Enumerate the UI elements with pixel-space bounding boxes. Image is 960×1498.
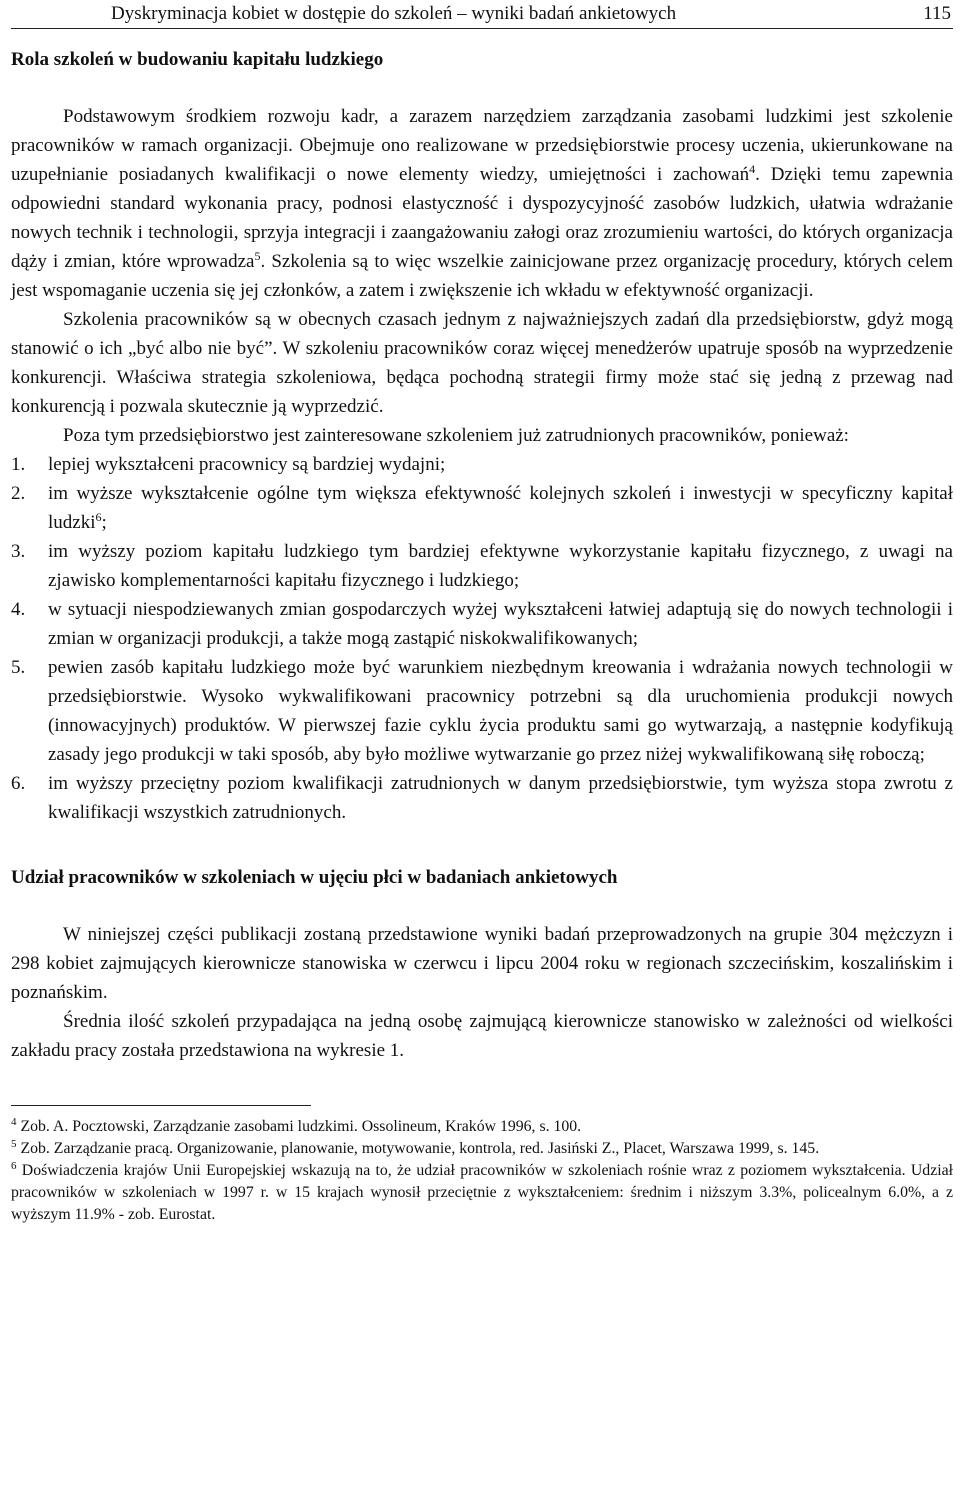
list-item (11, 537, 953, 595)
page-number: 115 (923, 3, 951, 24)
list-number: 5. (11, 657, 26, 678)
spacer (11, 892, 953, 920)
paragraph: Poza tym przedsiębiorstwo jest zainteresowane szkoleniem już zatrudnionych pracowników, ponieważ: (63, 425, 849, 446)
paragraph: Szkolenia pracowników są w obecnych czasach jednym z najważniejszych zadań dla przedsiębiorstw, gdyż mogą stanowić o ich „być albo nie być”. W szkoleniu pracowników coraz więcej menedżerów upatruje sposób na wyprzedzenie konkurencji. Właściwa strategia szkoleniowa, będąca pochodną strategii firmy może stać się jedną z przewag nad konkurencją i pozwala skutecznie ją wyprzedzić. (11, 309, 953, 417)
footnote-text: Zob. A. Pocztowski, Zarządzanie zasobami ludzkimi. Ossolineum, Kraków 1996, s. 100. (16, 1118, 582, 1135)
footnote-ref: 5 (254, 249, 261, 263)
spacer (11, 74, 953, 102)
footnote-text: Zob. Zarządzanie pracą. Organizowanie, planowanie, motywowanie, kontrola, red. Jasiński Z., Placet, Warszawa 1999, s. 145. (16, 1140, 820, 1157)
list-item-text: lepiej wykształceni pracownicy są bardziej wydajni; (48, 454, 446, 475)
footnote-mark: 5 (11, 1138, 17, 1150)
paragraph-text: . Szkolenia są to więc wszelkie zainicjowane przez organizację procedury, których celem jest wspomaganie uczenia się jej członków, a zatem i zwiększenie ich wkładu w efektywność organizacji. (11, 251, 953, 301)
footnote-ref: 4 (749, 162, 756, 176)
footnote (11, 1138, 953, 1160)
list-item-text: ; (101, 512, 107, 533)
paragraph: W niniejszej części publikacji zostaną przedstawione wyniki badań przeprowadzonych na grupie 304 mężczyzn i 298 kobiet zajmujących kierownicze stanowiska w czerwcu i lipcu 2004 roku w regionach szczecińskim, koszalińskim i poznańskim. (11, 924, 953, 1003)
paragraph-text: . Dzięki temu zapewnia odpowiedni standard wykonania pracy, podnosi elastyczność i dyspozycyjność zasobów ludzkich, ułatwia wdrażanie nowych technik i technologii, sprzyja integracji i zaangażowaniu załogi oraz zrozumieniu wartości, do których organizacja dąży i zmian, które wprowadza (11, 164, 954, 272)
list-item-text: im wyższy poziom kapitału ludzkiego tym bardziej efektywne wykorzystanie kapitału fizycznego, z uwagi na zjawisko komplementarności kapitału fizycznego i ludzkiego; (48, 541, 953, 591)
list-item-text: pewien zasób kapitału ludzkiego może być warunkiem niezbędnym kreowania i wdrażania nowych technologii w przedsiębiorstwie. Wysoko wykwalifikowani pracownicy potrzebni są dla uruchomienia produkcji nowych (innowacyjnych) produktów. W pierwszej fazie cyklu życia produktu sami go wytwarzają, a następnie kodyfikują zasady jego produkcji w taki sposób, aby było możliwe wytwarzanie go przez niżej wykwalifikowaną siłę roboczą; (48, 657, 953, 765)
footnote-ref: 6 (95, 510, 102, 524)
list-item (11, 450, 953, 479)
list-item (11, 769, 953, 827)
list-number: 1. (11, 454, 26, 475)
list-number: 6. (11, 773, 26, 794)
running-header-title: Dyskryminacja kobiet w dostępie do szkoleń – wyniki badań ankietowych (111, 3, 677, 24)
footnotes (11, 1116, 953, 1226)
running-header (11, 2, 953, 29)
list-item (11, 653, 953, 769)
paragraph (11, 102, 953, 305)
list-number: 4. (11, 599, 26, 620)
paragraph: Średnia ilość szkoleń przypadająca na jedną osobę zajmującą kierownicze stanowisko w zależności od wielkości zakładu pracy została przedstawiona na wykresie 1. (11, 1011, 953, 1061)
list-item-text: im wyższy przeciętny poziom kwalifikacji zatrudnionych w danym przedsiębiorstwie, tym wyższa stopa zwrotu z kwalifikacji wszystkich zatrudnionych. (48, 773, 953, 823)
section-heading-training-role: Rola szkoleń w budowaniu kapitału ludzkiego (11, 49, 384, 70)
footnote-mark: 6 (11, 1160, 17, 1172)
paragraph-text: Podstawowym środkiem rozwoju kadr, a zarazem narzędziem zarządzania zasobami ludzkimi jest szkolenie pracowników w ramach organizacji. Obejmuje ono realizowane w przedsiębiorstwie procesy uczenia, ukierunkowane na uzupełnianie posiadanych kwalifikacji o nowe elementy wiedzy, umiejętności i zachowań (11, 106, 953, 185)
footnote-divider (11, 1105, 311, 1106)
list-item (11, 479, 953, 537)
list-number: 2. (11, 483, 26, 504)
list-item (11, 595, 953, 653)
reasons-list (11, 450, 953, 827)
list-number: 3. (11, 541, 26, 562)
list-item-text: im wyższe wykształcenie ogólne tym większa efektywność kolejnych szkoleń i inwestycji w specyficzny kapitał ludzki (48, 483, 953, 533)
footnote-mark: 4 (11, 1116, 17, 1128)
footnote (11, 1116, 953, 1138)
document-page (11, 0, 953, 1226)
section-heading-participation-by-gender: Udział pracowników w szkoleniach w ujęciu płci w badaniach ankietowych (11, 867, 618, 888)
footnote-text: Doświadczenia krajów Unii Europejskiej wskazują na to, że udział pracowników w szkoleniach rośnie wraz z poziomem wykształcenia. Udział pracowników w szkoleniach w 1997 r. w 15 krajach wynosił przeciętnie z wykształceniem: średnim i niższym 3.3%, policealnym 6.0%, a z wyższym 11.9% - zob. Eurostat. (11, 1162, 953, 1223)
footnote (11, 1160, 953, 1226)
list-item-text: w sytuacji niespodziewanych zmian gospodarczych wyżej wykształceni łatwiej adaptują się do nowych technologii i zmian w organizacji produkcji, a także mogą zastąpić niskokwalifikowanych; (48, 599, 953, 649)
